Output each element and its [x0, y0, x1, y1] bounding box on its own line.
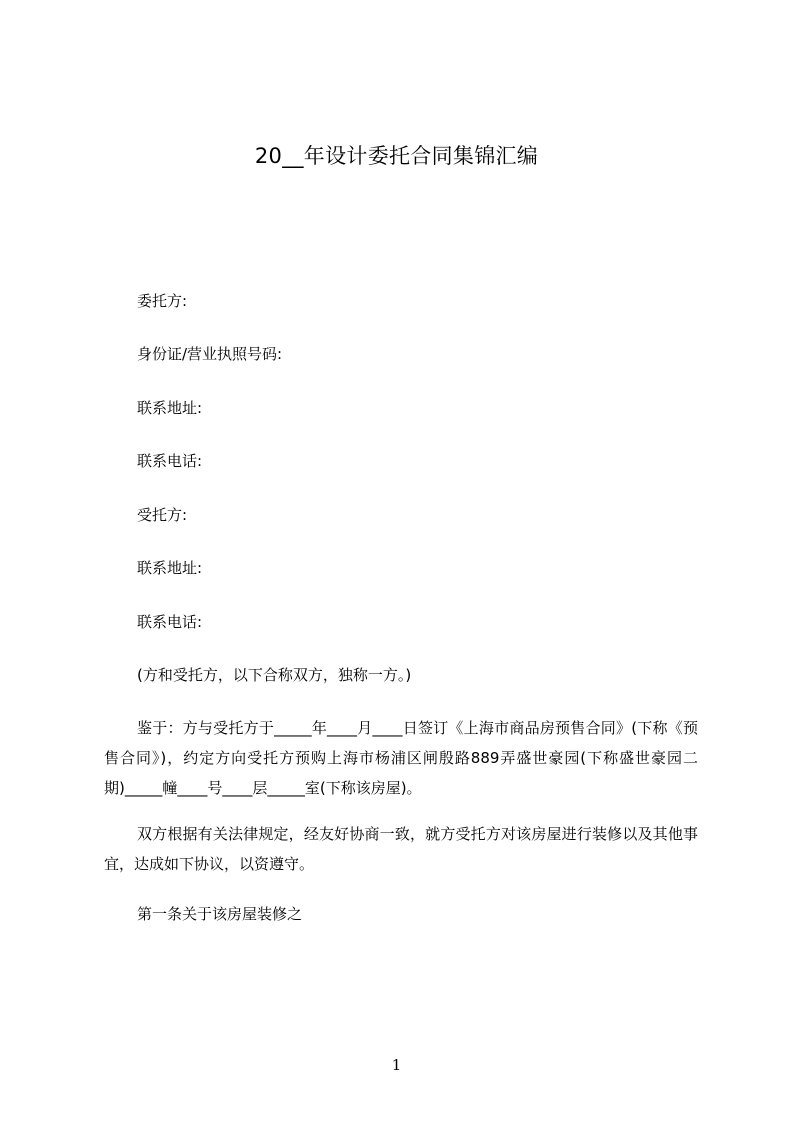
- page-number: 1: [391, 1056, 402, 1074]
- document-title: 20__年设计委托合同集锦汇编: [254, 144, 539, 168]
- trustee-phone-label: 联系电话:: [137, 613, 203, 631]
- client-phone-label: 联系电话:: [137, 452, 203, 470]
- article-one-heading: 第一条关于该房屋装修之: [137, 905, 303, 923]
- trustee-address-label: 联系地址:: [137, 559, 203, 577]
- recital-paragraph: 鉴于：方与受托方于_____年____月____日签订《上海市商品房预售合同》(下称《预售合同》)，约定方向受托方预购上海市杨浦区闸殷路889弄盛世豪园(下称盛世豪园二期)_____幢____号____层_____室(下称该房屋)。: [104, 719, 698, 797]
- parties-definition-note: (方和受托方，以下合称双方，独称一方。): [137, 666, 412, 684]
- client-address-label: 联系地址:: [137, 399, 203, 417]
- trustee-label: 受托方:: [137, 506, 188, 524]
- agreement-paragraph: 双方根据有关法律规定，经友好协商一致，就方受托方对该房屋进行装修以及其他事宜，达成如下协议，以资遵守。: [104, 825, 698, 873]
- id-license-number-label: 身份证/营业执照号码:: [137, 345, 283, 363]
- client-label: 委托方:: [137, 292, 188, 310]
